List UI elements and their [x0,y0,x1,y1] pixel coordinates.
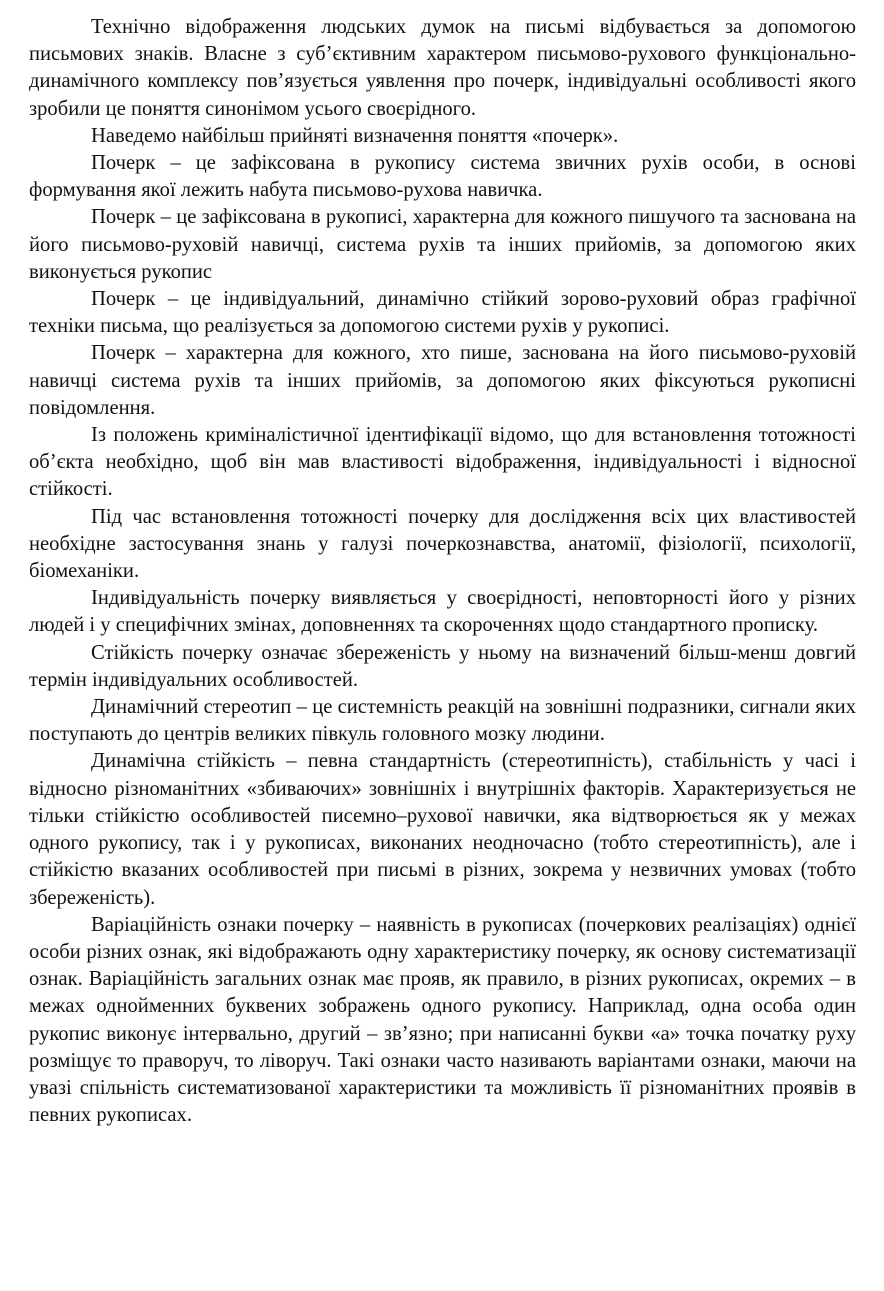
paragraph-handwriting-intro: Технічно відображення людських думок на письмі відбувається за допомогою письмових знаків. Власне з суб’єктивним характером письмово-рухового функціонально-динамічного комплексу пов’язується уявлення про почерк, індивідуальні особливості якого зробили це поняття синонімом усього своєрідного. [29,16,856,120]
paragraph-definition-4: Почерк – характерна для кожного, хто пише, заснована на його письмово-руховій навичці система рухів та інших прийомів, за допомогою яких фіксуються рукописні повідомлення. [29,342,856,419]
paragraph-knowledge-fields: Під час встановлення тотожності почерку для дослідження всіх цих властивостей необхідне застосування знань у галузі почеркознавства, анатомії, фізіології, психології, біомеханіки. [29,505,856,583]
paragraph-dynamic-stability: Динамічна стійкість – певна стандартність (стереотипність), стабільність у часі і відносно різноманітних «збиваючих» зовнішніх і внутрішніх факторів. Характеризується не тільки стійкістю особливостей писемно–рухової навички, яка відтворюється як у межах одного рукопису, так і у рукописах, виконаних неодночасно (тобто стереотипність), але і стійкістю вказаних особливостей при письмі в різних, зокрема у незвичних умовах (тобто збереженість). [29,750,856,909]
paragraph-stability: Стійкість почерку означає збереженість у ньому на визначений більш-менш довгий термін індивідуальних особливостей. [29,641,856,691]
paragraph-dynamic-stereotype: Динамічний стереотип – це системність реакцій на зовнішні подразники, сигнали яких поступають до центрів великих півкуль головного мозку людини. [29,696,856,746]
paragraph-definition-3: Почерк – це індивідуальний, динамічно стійкий зорово-руховий образ графічної техніки письма, що реалізується за допомогою системи рухів у рукописі. [29,288,856,338]
paragraph-definitions-lead: Наведемо найбільш прийняті визначення поняття «почерк». [91,124,619,147]
paragraph-individuality: Індивідуальність почерку виявляється у своєрідності, неповторності його у різних людей і у специфічних змінах, доповненнях та скороченнях щодо стандартного прописку. [29,587,856,637]
document-page [29,14,856,1129]
paragraph-variability: Варіаційність ознаки почерку – наявність в рукописах (почеркових реалізаціях) однієї особи різних ознак, які відображають одну характеристику почерку, як основу систематизації ознак. Варіаційність загальних ознак має прояв, як правило, в різних рукописах, окремих – в межах однойменних буквених зображень одного рукопису. Наприклад, одна особа один рукопис виконує інтервально, другий – зв’язно; при написанні букви «а» точка початку руху розміщує то праворуч, то ліворуч. Такі ознаки часто називають варіантами ознаки, маючи на увазі спільність систематизованої характеристики та можливість її різноманітних проявів в певних рукописах. [29,913,856,1127]
paragraph-identification: Із положень криміналістичної ідентифікації відомо, що для встановлення тотожності об’єкта необхідно, щоб він мав властивості відображення, індивідуальності і відносної стійкості. [29,424,856,501]
paragraph-definition-1: Почерк – це зафіксована в рукопису система звичних рухів особи, в основі формування якої лежить набута письмово-рухова навичка. [29,152,856,202]
paragraph-definition-2: Почерк – це зафіксована в рукописі, характерна для кожного пишучого та заснована на його письмово-руховій навичці, система рухів та інших прийомів, за допомогою яких виконується рукопис [29,206,856,283]
